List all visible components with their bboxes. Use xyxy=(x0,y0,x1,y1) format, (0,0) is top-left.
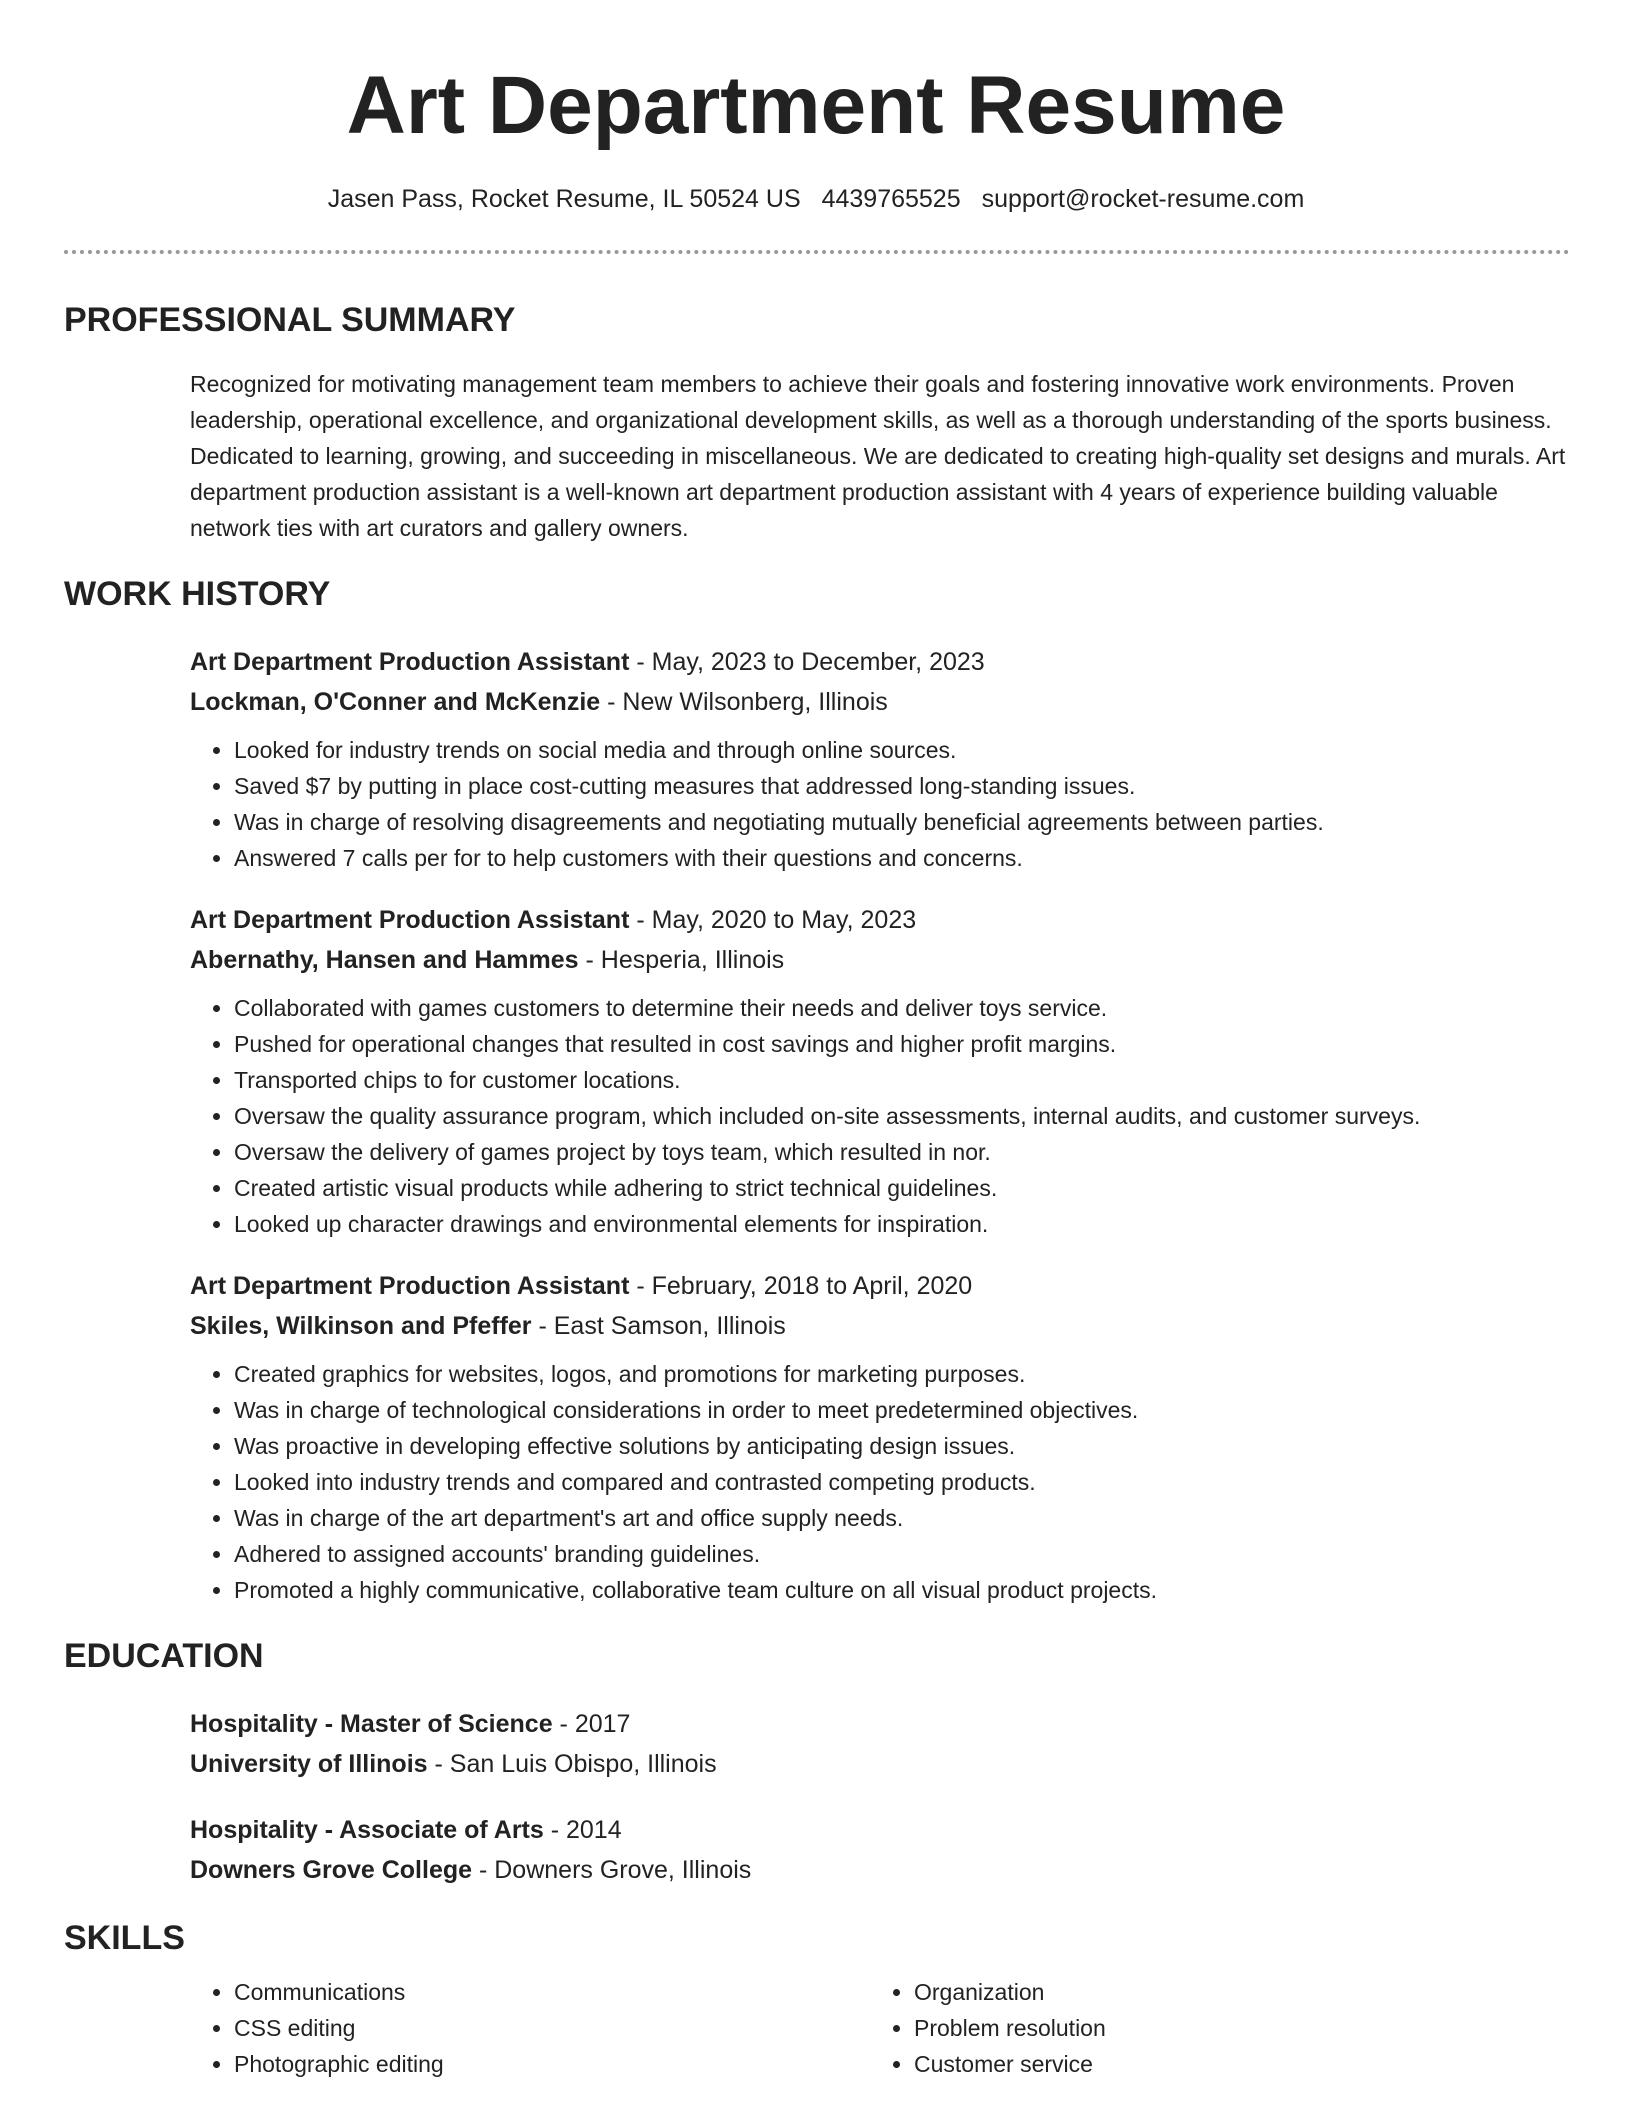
list-item: • Promoted a highly communicative, collaborative team culture on all visual product projects. xyxy=(234,1572,1570,1608)
list-item: • Saved $7 by putting in place cost-cutting measures that addressed long-standing issues. xyxy=(234,768,1570,804)
list-item: • Transported chips to for customer locations. xyxy=(234,1062,1570,1098)
job-bullets xyxy=(190,732,1570,876)
job-company-line xyxy=(190,940,1570,980)
education-heading: EDUCATION xyxy=(64,1637,264,1675)
list-item: • Was proactive in developing effective solutions by anticipating design issues. xyxy=(234,1428,1570,1464)
job-title-line xyxy=(190,1266,1570,1306)
job-company-line xyxy=(190,682,1570,722)
page-title: Art Department Resume xyxy=(346,60,1286,151)
job-location: - New Wilsonberg, Illinois xyxy=(600,688,888,716)
contact-phone: 4439765525 xyxy=(821,185,961,213)
list-item: • Created graphics for websites, logos, and promotions for marketing purposes. xyxy=(234,1356,1570,1392)
job-title-line xyxy=(190,900,1570,940)
job-location: - Hesperia, Illinois xyxy=(578,946,785,974)
education-section xyxy=(64,1636,1570,1890)
resume-content xyxy=(64,300,1570,2082)
skills-grid xyxy=(190,1974,1570,2082)
school-line xyxy=(190,1744,1570,1784)
summary-section xyxy=(64,300,1570,546)
list-item: • Collaborated with games customers to determine their needs and deliver toys service. xyxy=(234,990,1570,1026)
degree-line xyxy=(190,1810,1570,1850)
list-item: • Communications xyxy=(234,1974,870,2010)
list-item: • Adhered to assigned accounts' branding guidelines. xyxy=(234,1536,1570,1572)
list-item: • Oversaw the quality assurance program, which included on-site assessments, internal audits, and customer surveys. xyxy=(234,1098,1570,1134)
skills-heading: SKILLS xyxy=(64,1919,185,1957)
list-item: • Was in charge of technological considerations in order to meet predetermined objectives. xyxy=(234,1392,1570,1428)
job-dates: - May, 2020 to May, 2023 xyxy=(629,906,917,934)
list-item: • Customer service xyxy=(914,2046,1550,2082)
job-company: Abernathy, Hansen and Hammes xyxy=(190,946,579,974)
list-item: • Answered 7 calls per for to help customers with their questions and concerns. xyxy=(234,840,1570,876)
skills-list-left xyxy=(190,1974,870,2082)
list-item: • Pushed for operational changes that resulted in cost savings and higher profit margins. xyxy=(234,1026,1570,1062)
job-bullets xyxy=(190,990,1570,1242)
job-title: Art Department Production Assistant xyxy=(190,906,630,934)
contact-line xyxy=(0,183,1632,215)
list-item: • Photographic editing xyxy=(234,2046,870,2082)
summary-text: Recognized for motivating management team members to achieve their goals and fostering innovative work environments. Proven leadership, operational excellence, and organizational development skills, as well as a thorough understanding of the sports business. Dedicated to learning, growing, and succeeding in miscellaneous. We are dedicated to creating high-quality set designs and murals. Art department production assistant is a well-known art department production assistant with 4 years of experience building valuable network ties with art curators and gallery owners. xyxy=(190,371,1566,541)
job-entry xyxy=(190,900,1570,1242)
header-divider xyxy=(64,250,1570,254)
education-entry xyxy=(190,1810,1570,1890)
degree-year: - 2014 xyxy=(543,1816,622,1844)
job-title: Art Department Production Assistant xyxy=(190,1272,630,1300)
job-location: - East Samson, Illinois xyxy=(531,1312,786,1340)
list-item: • Looked for industry trends on social media and through online sources. xyxy=(234,732,1570,768)
job-company: Skiles, Wilkinson and Pfeffer xyxy=(190,1312,532,1340)
job-entry xyxy=(190,1266,1570,1608)
list-item: • Created artistic visual products while adhering to strict technical guidelines. xyxy=(234,1170,1570,1206)
contact-email: support@rocket-resume.com xyxy=(981,185,1305,213)
school-line xyxy=(190,1850,1570,1890)
skills-section xyxy=(64,1918,1570,2082)
work-history-section xyxy=(64,574,1570,1608)
list-item: • Looked up character drawings and environmental elements for inspiration. xyxy=(234,1206,1570,1242)
degree: Hospitality - Master of Science xyxy=(190,1710,553,1738)
job-company-line xyxy=(190,1306,1570,1346)
job-title-line xyxy=(190,642,1570,682)
list-item: • Oversaw the delivery of games project by toys team, which resulted in nor. xyxy=(234,1134,1570,1170)
list-item: • Looked into industry trends and compared and contrasted competing products. xyxy=(234,1464,1570,1500)
job-dates: - February, 2018 to April, 2020 xyxy=(629,1272,973,1300)
job-dates: - May, 2023 to December, 2023 xyxy=(629,648,985,676)
school-location: - San Luis Obispo, Illinois xyxy=(427,1750,717,1778)
job-bullets xyxy=(190,1356,1570,1608)
list-item: • CSS editing xyxy=(234,2010,870,2046)
job-title: Art Department Production Assistant xyxy=(190,648,630,676)
degree-line xyxy=(190,1704,1570,1744)
school: Downers Grove College xyxy=(190,1856,473,1884)
contact-address: Jasen Pass, Rocket Resume, IL 50524 US xyxy=(327,185,801,213)
skills-list-right xyxy=(870,1974,1550,2082)
school: University of Illinois xyxy=(190,1750,428,1778)
degree: Hospitality - Associate of Arts xyxy=(190,1816,544,1844)
work-history-heading: WORK HISTORY xyxy=(64,575,331,613)
education-entry xyxy=(190,1704,1570,1784)
degree-year: - 2017 xyxy=(552,1710,631,1738)
list-item: • Organization xyxy=(914,1974,1550,2010)
job-company: Lockman, O'Conner and McKenzie xyxy=(190,688,601,716)
list-item: • Problem resolution xyxy=(914,2010,1550,2046)
list-item: • Was in charge of resolving disagreements and negotiating mutually beneficial agreements between parties. xyxy=(234,804,1570,840)
summary-heading: PROFESSIONAL SUMMARY xyxy=(64,301,516,339)
job-entry xyxy=(190,642,1570,876)
list-item: • Was in charge of the art department's art and office supply needs. xyxy=(234,1500,1570,1536)
school-location: - Downers Grove, Illinois xyxy=(472,1856,752,1884)
